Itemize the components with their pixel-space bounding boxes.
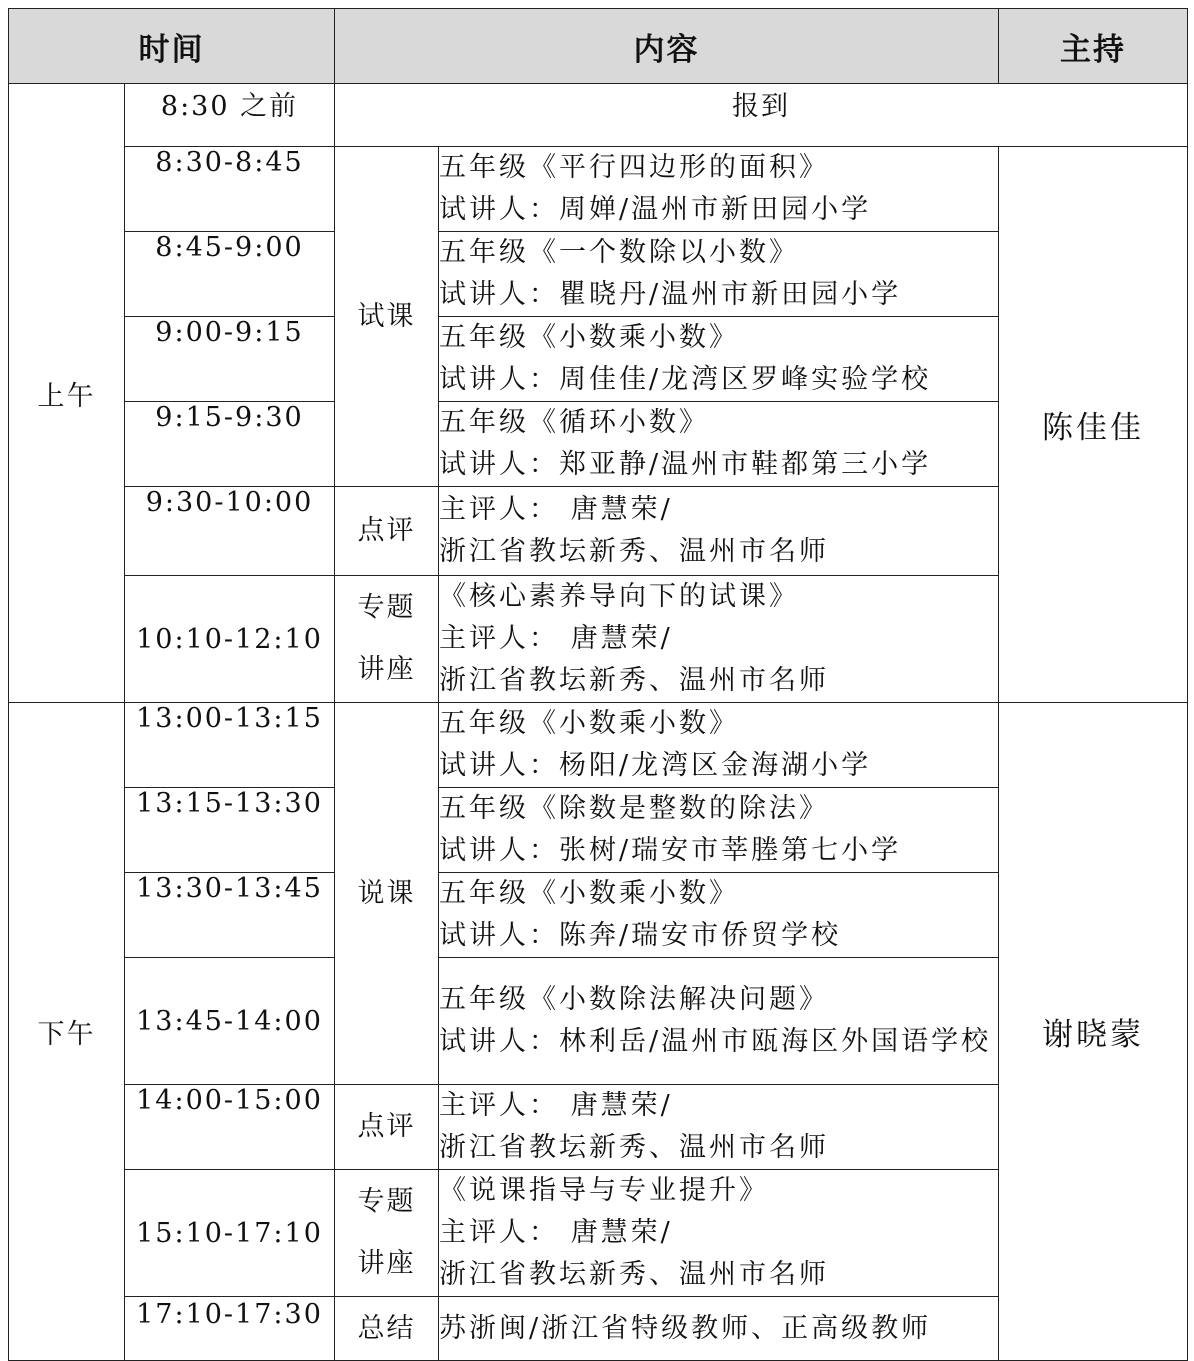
speaker-line: 试讲人：林利岳/温州市瓯海区外国语学校 bbox=[439, 1026, 992, 1057]
reviewer-line: 主评人： 唐慧荣/ bbox=[439, 1090, 673, 1121]
type-trial: 试课 bbox=[335, 147, 439, 487]
reviewer-line: 主评人： 唐慧荣/ bbox=[439, 623, 673, 654]
type-talk: 说课 bbox=[335, 703, 439, 1085]
time-cell: 8:30-8:45 bbox=[125, 147, 335, 232]
reviewer-title: 浙江省教坛新秀、温州市名师 bbox=[439, 1259, 829, 1290]
reviewer-line: 主评人： 唐慧荣/ bbox=[439, 494, 673, 525]
header-content: 内容 bbox=[335, 9, 999, 84]
type-review: 点评 bbox=[335, 1085, 439, 1170]
time-cell: 8:45-9:00 bbox=[125, 232, 335, 317]
lecture-title: 《说课指导与专业提升》 bbox=[439, 1175, 769, 1206]
reviewer-title: 浙江省教坛新秀、温州市名师 bbox=[439, 665, 829, 696]
speaker-line: 试讲人：杨阳/龙湾区金海湖小学 bbox=[439, 750, 872, 781]
time-cell: 13:30-13:45 bbox=[125, 873, 335, 958]
reviewer-line: 主评人： 唐慧荣/ bbox=[439, 1217, 673, 1248]
content-cell bbox=[439, 317, 999, 402]
speaker-line: 试讲人：周佳佳/龙湾区罗峰实验学校 bbox=[439, 364, 932, 395]
header-host: 主持 bbox=[999, 9, 1188, 84]
host-afternoon: 谢晓蒙 bbox=[999, 703, 1188, 1361]
lesson-title: 五年级《除数是整数的除法》 bbox=[439, 793, 829, 824]
time-cell: 13:15-13:30 bbox=[125, 788, 335, 873]
schedule-table bbox=[8, 8, 1188, 1361]
time-cell: 9:30-10:00 bbox=[125, 487, 335, 576]
content-cell bbox=[439, 232, 999, 317]
reviewer-title: 浙江省教坛新秀、温州市名师 bbox=[439, 1132, 829, 1163]
table-row bbox=[9, 703, 1188, 788]
time-cell: 17:10-17:30 bbox=[125, 1297, 335, 1361]
lesson-title: 五年级《小数乘小数》 bbox=[439, 708, 739, 739]
content-cell bbox=[439, 1170, 999, 1297]
table-row bbox=[9, 84, 1188, 147]
table-row bbox=[9, 147, 1188, 232]
content-cell bbox=[439, 402, 999, 487]
reviewer-title: 浙江省教坛新秀、温州市名师 bbox=[439, 536, 829, 567]
type-lecture-line2: 讲座 bbox=[357, 654, 416, 685]
content-cell bbox=[439, 958, 999, 1085]
time-cell: 10:10-12:10 bbox=[125, 576, 335, 703]
lesson-title: 五年级《平行四边形的面积》 bbox=[439, 152, 829, 183]
type-lecture bbox=[335, 1170, 439, 1297]
lesson-title: 五年级《小数乘小数》 bbox=[439, 878, 739, 909]
type-lecture-line1: 专题 bbox=[357, 592, 416, 623]
lesson-title: 五年级《小数乘小数》 bbox=[439, 322, 739, 353]
host-morning: 陈佳佳 bbox=[999, 147, 1188, 703]
content-cell bbox=[439, 487, 999, 576]
lesson-title: 五年级《小数除法解决问题》 bbox=[439, 984, 829, 1015]
speaker-line: 试讲人：瞿晓丹/温州市新田园小学 bbox=[439, 279, 902, 310]
checkin-cell: 报到 bbox=[335, 84, 1188, 147]
speaker-line: 试讲人：周婵/温州市新田园小学 bbox=[439, 194, 872, 225]
time-cell: 15:10-17:10 bbox=[125, 1170, 335, 1297]
time-cell: 13:45-14:00 bbox=[125, 958, 335, 1085]
period-morning: 上午 bbox=[9, 84, 125, 703]
speaker-line: 试讲人：张树/瑞安市莘塍第七小学 bbox=[439, 835, 902, 866]
period-afternoon: 下午 bbox=[9, 703, 125, 1361]
type-review: 点评 bbox=[335, 487, 439, 576]
time-cell: 9:15-9:30 bbox=[125, 402, 335, 487]
time-cell: 8:30 之前 bbox=[125, 84, 335, 147]
type-lecture-line2: 讲座 bbox=[357, 1248, 416, 1279]
speaker-line: 试讲人：陈奔/瑞安市侨贸学校 bbox=[439, 920, 842, 951]
time-cell: 9:00-9:15 bbox=[125, 317, 335, 402]
type-lecture-line1: 专题 bbox=[357, 1186, 416, 1217]
type-summary: 总结 bbox=[335, 1297, 439, 1361]
time-cell: 13:00-13:15 bbox=[125, 703, 335, 788]
lesson-title: 五年级《循环小数》 bbox=[439, 407, 709, 438]
type-lecture bbox=[335, 576, 439, 703]
content-cell bbox=[439, 788, 999, 873]
content-cell bbox=[439, 703, 999, 788]
content-cell: 苏浙闽/浙江省特级教师、正高级教师 bbox=[439, 1297, 999, 1361]
content-cell bbox=[439, 873, 999, 958]
lesson-title: 五年级《一个数除以小数》 bbox=[439, 237, 799, 268]
speaker-line: 试讲人：郑亚静/温州市鞋都第三小学 bbox=[439, 449, 932, 480]
content-cell bbox=[439, 1085, 999, 1170]
lecture-title: 《核心素养导向下的试课》 bbox=[439, 581, 799, 612]
header-time: 时间 bbox=[9, 9, 335, 84]
time-cell: 14:00-15:00 bbox=[125, 1085, 335, 1170]
content-cell bbox=[439, 147, 999, 232]
header-row bbox=[9, 9, 1188, 84]
content-cell bbox=[439, 576, 999, 703]
